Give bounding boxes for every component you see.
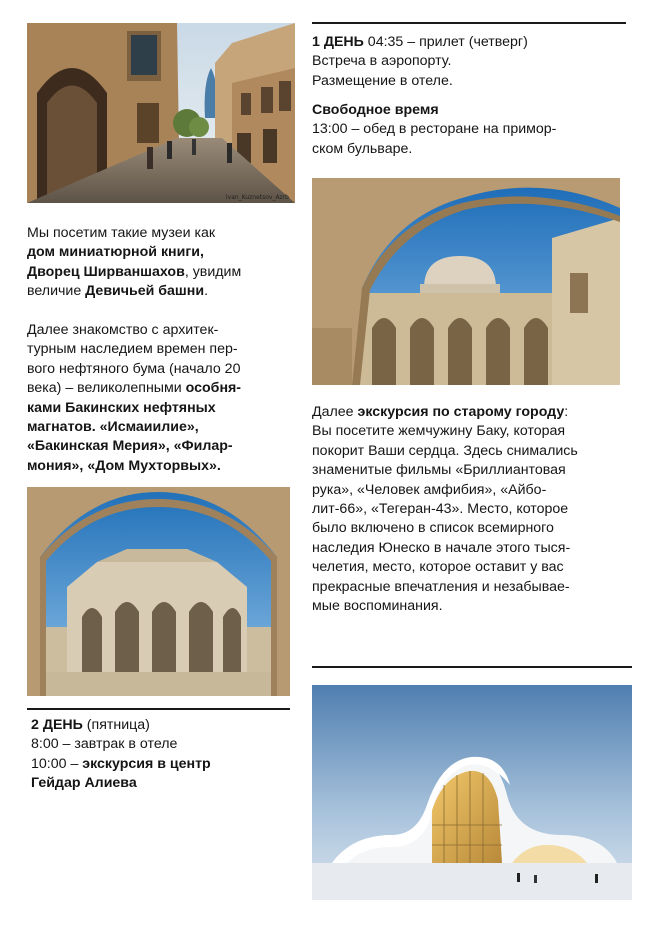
day1-arrival: 04:35 – прилет (четверг) <box>363 34 528 50</box>
architecture-line-4-bold: особня- <box>185 380 242 397</box>
museums-line-3 <box>27 263 297 282</box>
architecture-line-3: вого нефтяного бума (начало 20 <box>27 360 241 377</box>
day2-line-1 <box>31 716 301 735</box>
architecture-line-4 <box>27 379 297 398</box>
day1-airport-meeting: Встреча в аэропорту. <box>312 53 452 70</box>
day1-block <box>312 33 632 91</box>
architecture-line-4-start: века) – великолепными <box>27 380 186 397</box>
heydar-aliyev-center-photo <box>312 685 632 900</box>
museums-line-3-rest: , увидим <box>184 263 242 280</box>
architecture-ismailiyye: «Исмаиилие» <box>99 419 195 436</box>
excursion-line-11: мые воспоминания. <box>312 598 443 615</box>
excursion-line-1-start: Далее <box>312 404 358 420</box>
architecture-line-8 <box>27 457 297 476</box>
divankhana-photo <box>27 487 290 696</box>
museums-shirvanshah: Дворец Ширваншахов <box>27 263 185 280</box>
architecture-line-6-comma: , <box>194 419 199 436</box>
museums-maiden-tower: Девичьей башни <box>85 283 205 300</box>
day2-line-4 <box>31 774 301 793</box>
day2-breakfast: 8:00 – завтрак в отеле <box>31 736 178 753</box>
museums-paragraph <box>27 224 297 302</box>
excursion-line-7: было включено в список всемирного <box>312 520 554 537</box>
day2-heading: 2 ДЕНЬ <box>31 717 83 733</box>
day1-line-1 <box>312 33 632 52</box>
architecture-line-5 <box>27 399 297 418</box>
day2-line-3 <box>31 755 301 774</box>
excursion-line-3: покорит Ваши сердца. Здесь снимались <box>312 442 578 459</box>
shirvanshah-palace-photo <box>312 178 620 385</box>
excursion-line-1-colon: : <box>564 404 569 420</box>
architecture-line-6-bold-a: магнатов. <box>27 419 100 436</box>
free-time-line-1: 13:00 – обед в ресторане на примор- <box>312 121 557 138</box>
museums-line-1: Мы посетим такие музеи как <box>27 225 216 241</box>
museums-line-4-end: . <box>204 283 209 300</box>
day2-block <box>31 716 301 794</box>
day1-divider <box>312 22 626 24</box>
museums-line-2 <box>27 243 297 262</box>
free-time-title: Свободное время <box>312 102 439 118</box>
museums-miniature-book: дом миниатюрной книги, <box>27 244 204 261</box>
day2-weekday: (пятница) <box>82 717 150 733</box>
architecture-line-7 <box>27 437 297 456</box>
svg-text:Ivan_Kuznetsov_Azrb: Ivan_Kuznetsov_Azrb <box>225 194 289 201</box>
heydar-divider <box>312 666 632 668</box>
architecture-line-5-bold: ками Бакинских нефтяных <box>27 399 216 416</box>
excursion-line-10: прекрасные впечатления и незабывае- <box>312 578 570 595</box>
free-time-line-2: ском бульваре. <box>312 140 413 157</box>
museums-line-4 <box>27 282 297 301</box>
free-time-block <box>312 101 632 159</box>
architecture-line-7-bold: «Бакинская Мерия», «Филар- <box>27 438 233 455</box>
day2-excursion-title: экскурсия в центр <box>82 755 211 772</box>
museums-line-4-start: величие <box>27 283 86 300</box>
excursion-line-5: рука», «Человек амфибия», «Айбо- <box>312 481 547 498</box>
architecture-line-8-bold: мония», «Дом Мухторвых». <box>27 457 221 474</box>
excursion-line-2: Вы посетите жемчужину Баку, которая <box>312 423 566 440</box>
excursion-title: экскурсия по старому городу <box>357 404 565 420</box>
excursion-line-8: наследия Юнеско в начале этого тыся- <box>312 539 571 556</box>
day2-divider <box>27 708 290 710</box>
day2-excursion-time: 10:00 – <box>31 755 83 772</box>
excursion-line-6: лит-66», «Тегеран-43». Место, которое <box>312 501 569 518</box>
architecture-line-2: турным наследием времен пер- <box>27 341 238 358</box>
excursion-line-4: знаменитые фильмы «Бриллиантовая <box>312 462 566 479</box>
day2-excursion-place: Гейдар Алиева <box>31 775 137 792</box>
old-city-excursion-paragraph <box>312 403 642 616</box>
architecture-paragraph <box>27 321 297 476</box>
excursion-line-9: челетия, место, которое оставит у вас <box>312 559 564 576</box>
free-time-title-line <box>312 101 632 120</box>
excursion-line-1 <box>312 403 642 422</box>
old-city-street-photo <box>27 23 295 203</box>
architecture-line-1: Далее знакомство с архитек- <box>27 322 219 338</box>
day1-heading: 1 ДЕНЬ <box>312 34 364 50</box>
architecture-line-6 <box>27 418 297 437</box>
day1-hotel: Размещение в отеле. <box>312 72 453 89</box>
